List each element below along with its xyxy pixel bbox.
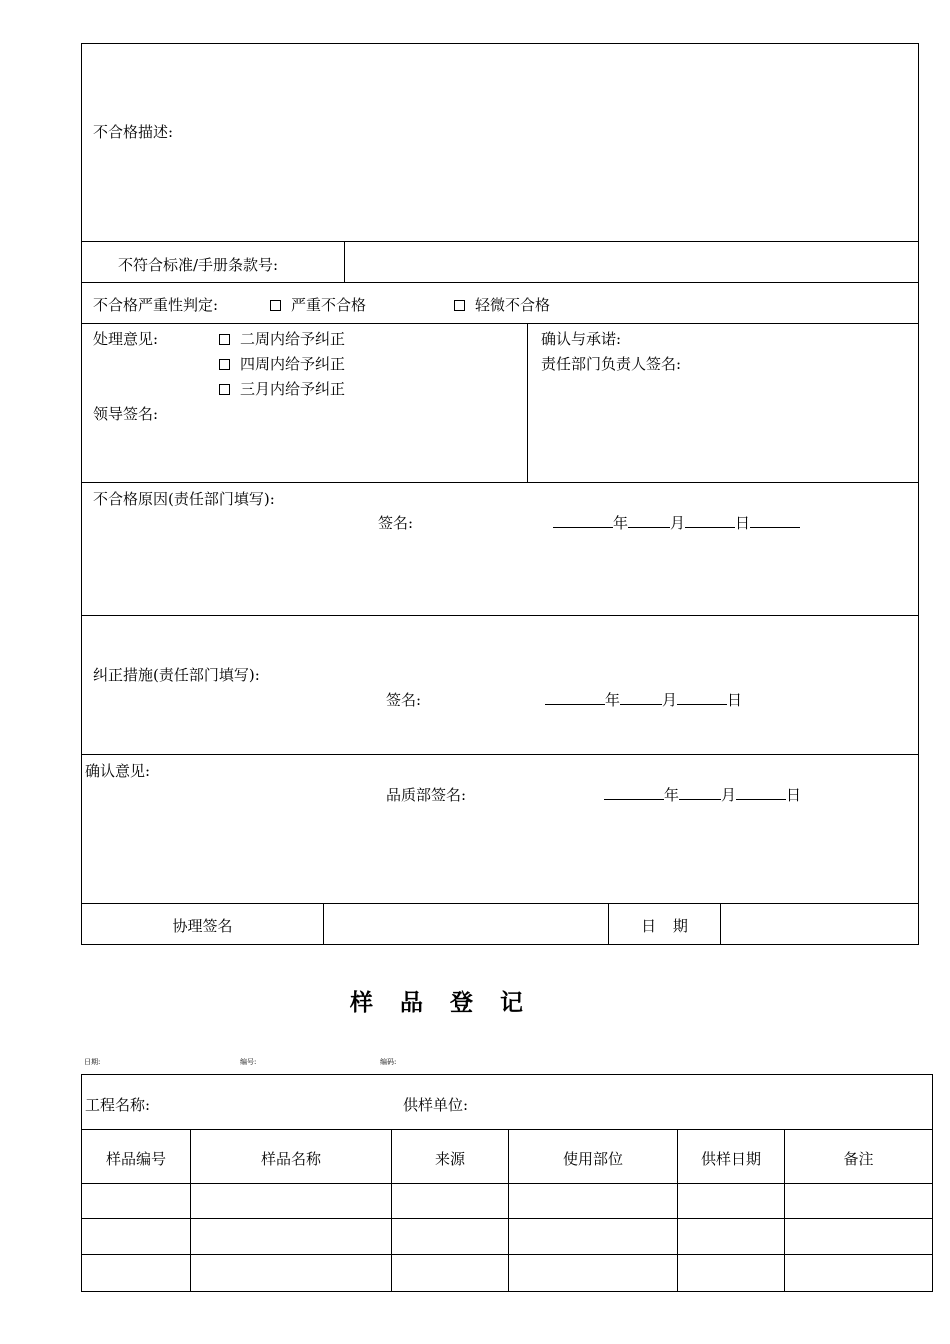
col-header-supply-date: 供样日期	[700, 1150, 761, 1168]
checkbox-icon[interactable]	[454, 300, 465, 311]
cause-sign-label: 签名:	[378, 514, 414, 532]
handling-label: 处理意见:	[93, 330, 159, 348]
corrective-date[interactable]	[545, 689, 742, 710]
row-divider	[81, 615, 919, 616]
year-label: 年	[613, 514, 629, 532]
project-name-label: 工程名称:	[85, 1096, 151, 1114]
cause-date[interactable]	[553, 512, 800, 533]
row-divider	[81, 1129, 933, 1130]
col-header-remarks: 备注	[843, 1150, 874, 1168]
handling-option-label: 四周内给予纠正	[240, 355, 346, 373]
meta-code-label: 编码:	[380, 1058, 397, 1066]
row-divider	[81, 323, 919, 324]
cause-label: 不合格原因(责任部门填写):	[93, 490, 275, 508]
description-field[interactable]	[82, 44, 918, 240]
col-header-usage-location: 使用部位	[562, 1150, 623, 1168]
checkbox-icon[interactable]	[219, 334, 230, 345]
severity-option-label: 严重不合格	[291, 296, 367, 314]
row-divider	[81, 482, 919, 483]
register-title: 样品登记	[350, 990, 550, 1016]
day-label: 日	[727, 691, 743, 709]
handling-option-3months[interactable]	[219, 378, 345, 399]
day-label: 日	[735, 514, 751, 532]
col-header-sample-no: 样品编号	[105, 1150, 166, 1168]
day-label: 日	[786, 786, 802, 804]
col-header-source: 来源	[434, 1150, 465, 1168]
handling-option-4weeks[interactable]	[219, 353, 345, 374]
date-field[interactable]	[721, 904, 918, 944]
row-divider	[81, 754, 919, 755]
handling-option-label: 三月内给予纠正	[240, 380, 346, 398]
severity-option-minor[interactable]	[454, 294, 550, 315]
assist-sign-label: 协理签名	[172, 917, 233, 935]
checkbox-icon[interactable]	[270, 300, 281, 311]
col-header-sample-name: 样品名称	[260, 1150, 321, 1168]
meta-number-label: 编号:	[240, 1058, 257, 1066]
handling-option-label: 二周内给予纠正	[240, 330, 346, 348]
severity-label: 不合格严重性判定:	[93, 296, 219, 314]
corrective-label: 纠正措施(责任部门填写):	[93, 666, 260, 684]
date-label: 日 期	[641, 917, 688, 935]
col-divider	[527, 323, 528, 482]
supplier-label: 供样单位:	[403, 1096, 469, 1114]
month-label: 月	[670, 514, 686, 532]
table-row[interactable]	[82, 1255, 932, 1291]
table-row[interactable]	[82, 1219, 932, 1254]
row-divider	[81, 282, 919, 283]
severity-option-major[interactable]	[270, 294, 366, 315]
assist-sign-field[interactable]	[324, 904, 608, 944]
standard-clause-field[interactable]	[345, 242, 918, 282]
verify-label: 确认意见:	[85, 762, 151, 780]
leader-sign-label: 领导签名:	[93, 405, 159, 423]
description-label: 不合格描述:	[93, 123, 174, 141]
checkbox-icon[interactable]	[219, 359, 230, 370]
handling-option-2weeks[interactable]	[219, 328, 345, 349]
year-label: 年	[605, 691, 621, 709]
dept-head-sign-label: 责任部门负责人签名:	[541, 355, 682, 373]
standard-clause-label: 不符合标准/手册条款号:	[118, 256, 279, 274]
quality-sign-label: 品质部签名:	[386, 786, 467, 804]
table-row[interactable]	[82, 1184, 932, 1218]
confirmation-label: 确认与承诺:	[541, 330, 622, 348]
meta-date-label: 日期:	[84, 1058, 101, 1066]
checkbox-icon[interactable]	[219, 384, 230, 395]
year-label: 年	[664, 786, 680, 804]
corrective-sign-label: 签名:	[386, 691, 422, 709]
month-label: 月	[662, 691, 678, 709]
severity-option-label: 轻微不合格	[475, 296, 551, 314]
verify-date[interactable]	[604, 784, 801, 805]
month-label: 月	[721, 786, 737, 804]
